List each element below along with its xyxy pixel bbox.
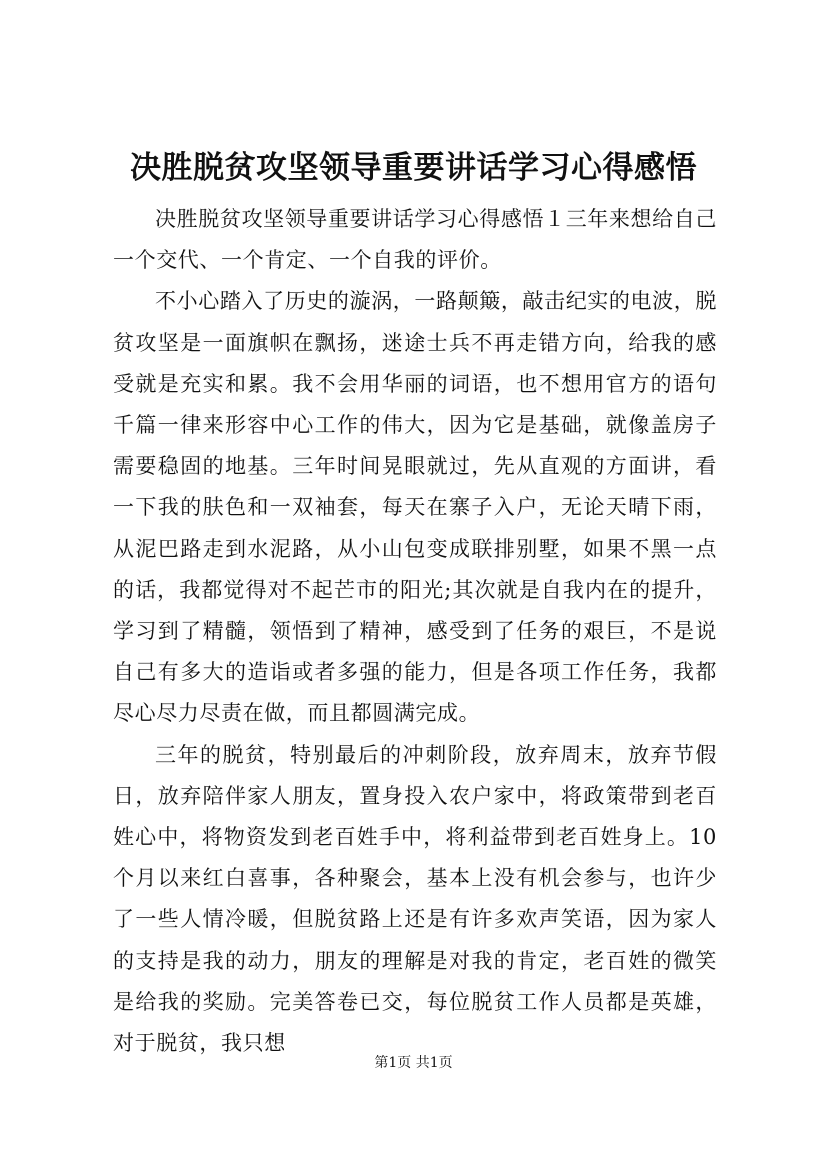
paragraph: 决胜脱贫攻坚领导重要讲话学习心得感悟１三年来想给自己一个交代、一个肯定、一个自我的评价。 [113, 207, 717, 273]
page-footer: 第1页 共1页 [374, 1055, 453, 1071]
paragraph: 三年的脱贫，特别最后的冲刺阶段，放弃周末，放弃节假日，放弃陪伴家人朋友，置身投入农户家中，将政策带到老百姓心中，将物资发到老百姓手中，将利益带到老百姓身上。10个月以来红白喜事，各种聚会，基本上没有机会参与，也许少了一些人情冷暖，但脱贫路上还是有许多欢声笑语，因为家人的支持是我的动力，朋友的理解是对我的肯定，老百姓的微笑是给我的奖励。完美答卷已交，每位脱贫工作人员都是英雄，对于脱贫，我只想 [113, 742, 717, 1056]
document-title: 决胜脱贫攻坚领导重要讲话学习心得感悟 [130, 150, 697, 186]
paragraph: 不小心踏入了历史的漩涡，一路颠簸，敲击纪实的电波，脱贫攻坚是一面旗帜在飘扬，迷途士兵不再走错方向，给我的感受就是充实和累。我不会用华丽的词语，也不想用官方的语句千篇一律来形容中心工作的伟大，因为它是基础，就像盖房子需要稳固的地基。三年时间晃眼就过，先从直观的方面讲，看一下我的肤色和一双袖套，每天在寨子入户，无论天晴下雨，从泥巴路走到水泥路，从小山包变成联排别墅，如果不黑一点的话，我都觉得对不起芒市的阳光;其次就是自我内在的提升，学习到了精髓，领悟到了精神，感受到了任务的艰巨，不是说自己有多大的造诣或者多强的能力，但是各项工作任务，我都尽心尽力尽责在做，而且都圆满完成。 [113, 289, 717, 726]
document-body [113, 199, 717, 1064]
